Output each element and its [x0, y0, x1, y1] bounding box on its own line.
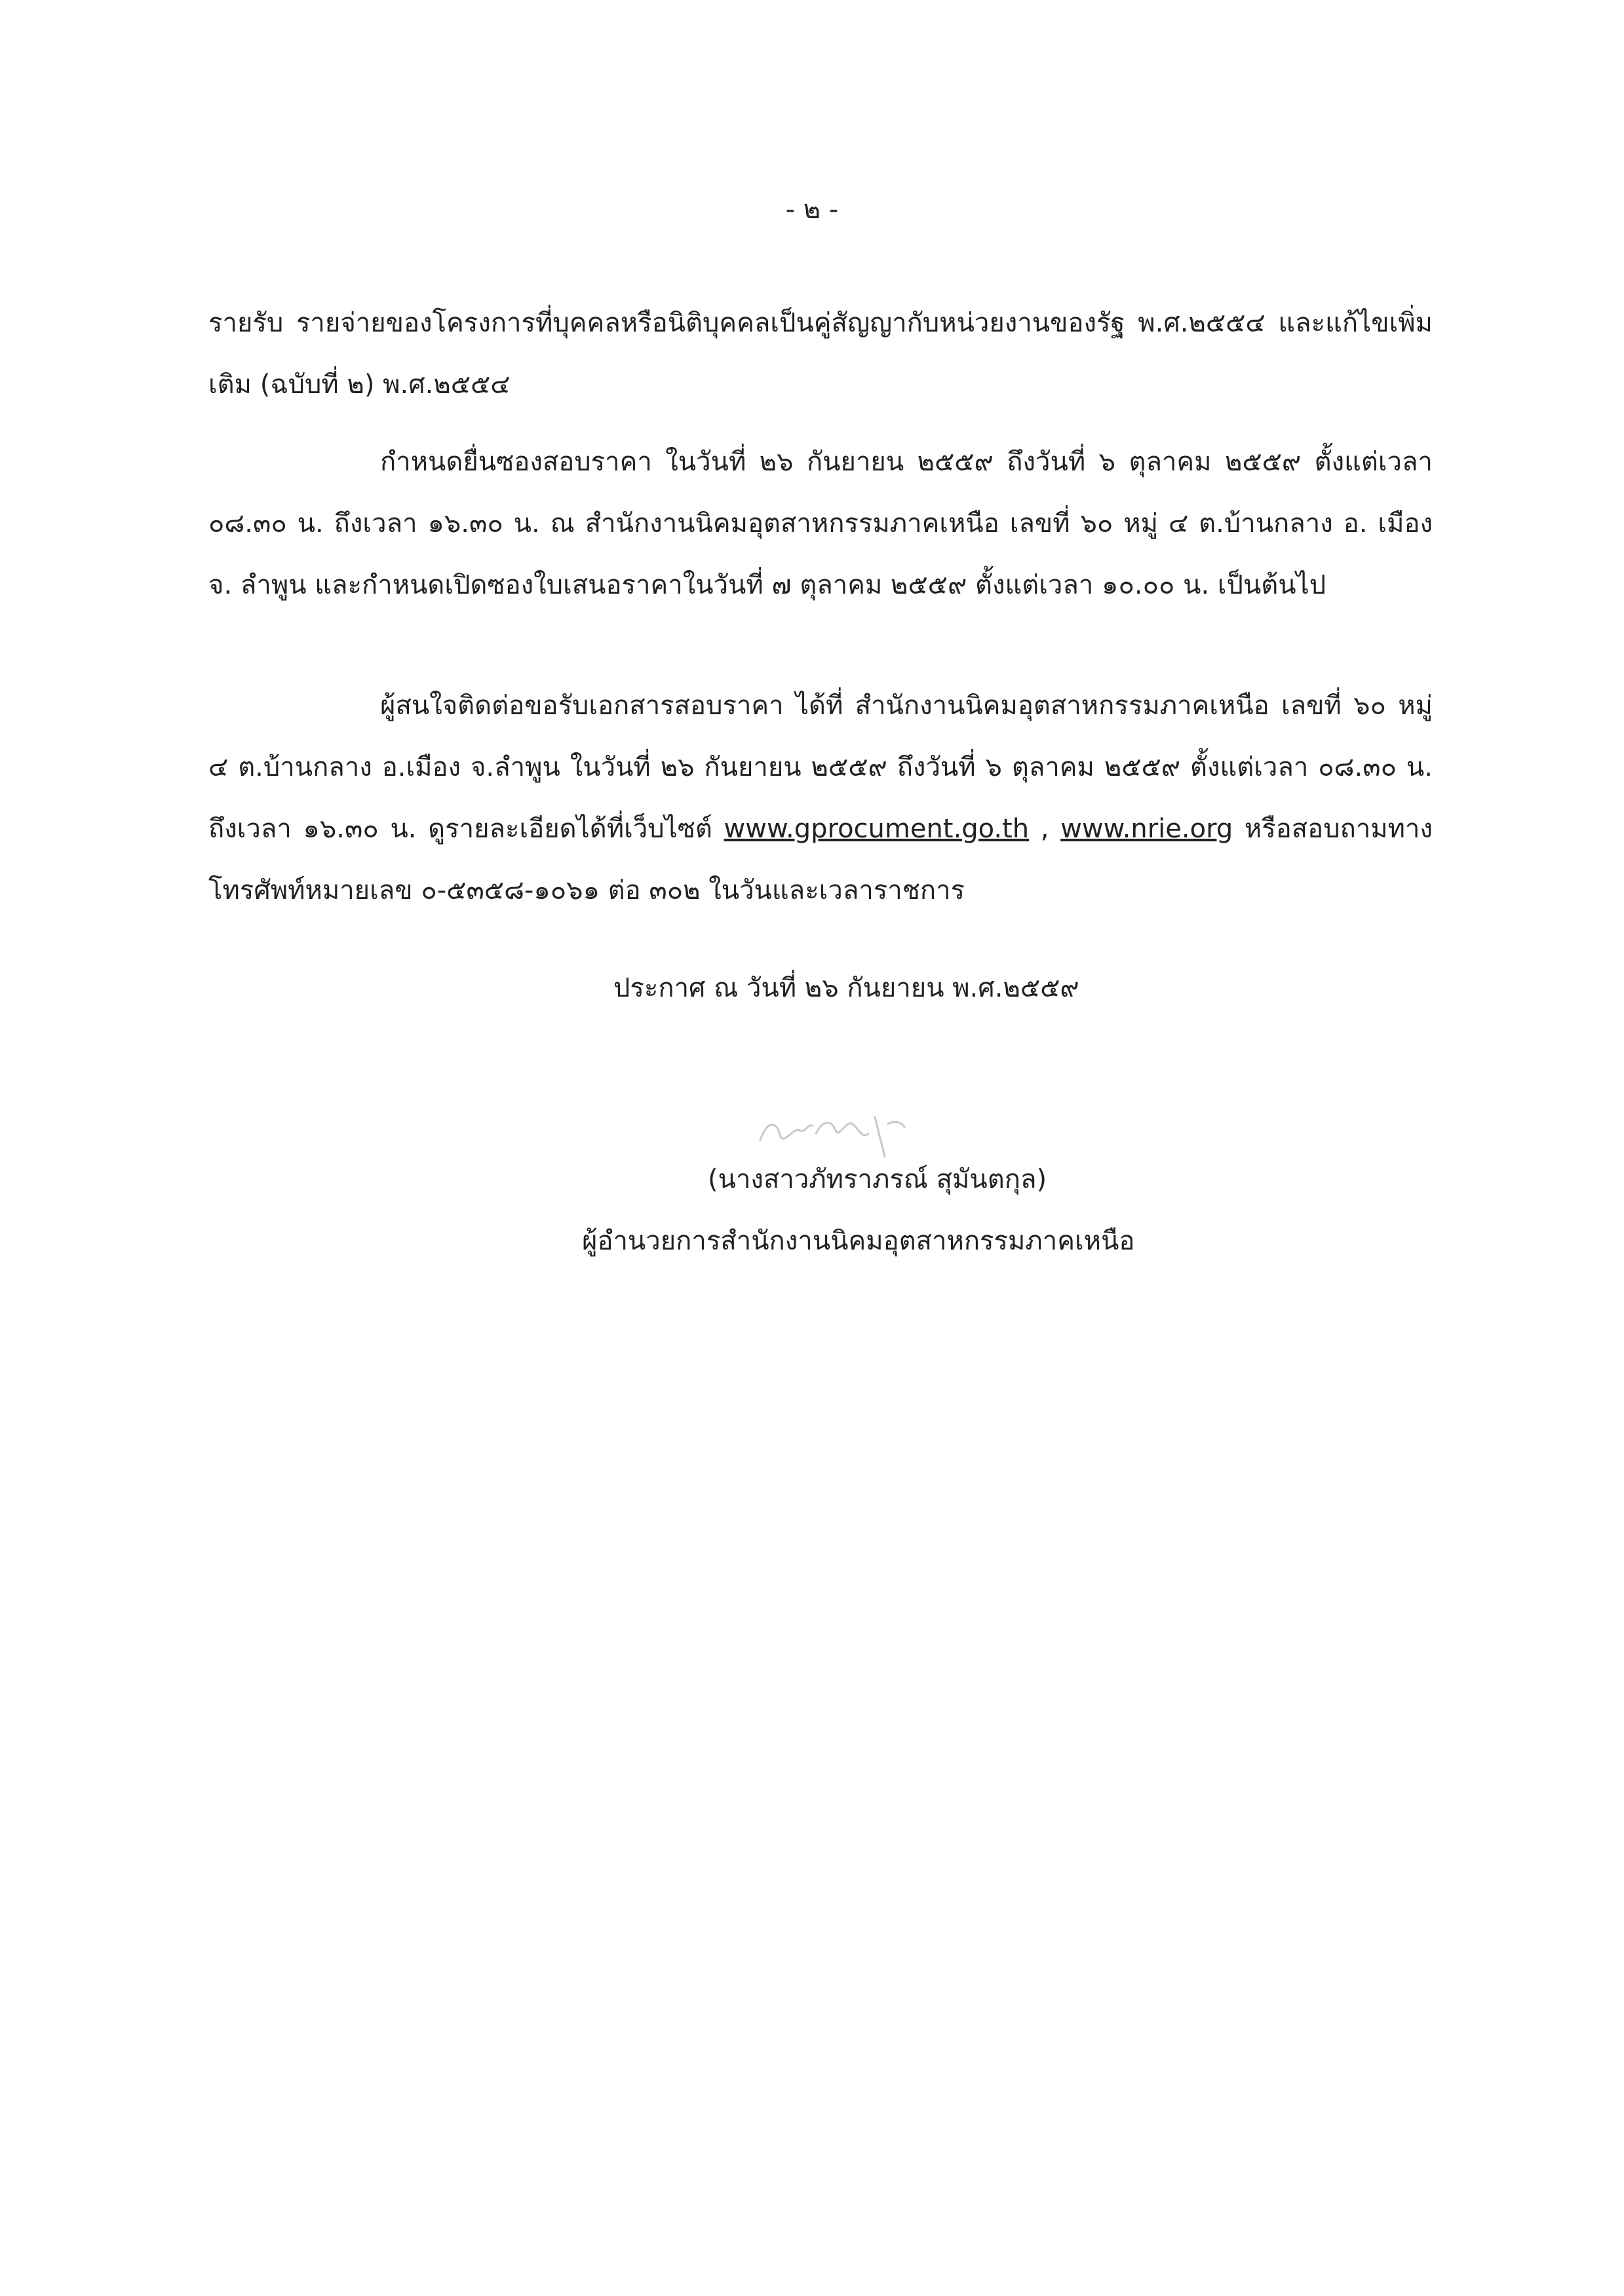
- signer-name: (นางสาวภัทราภรณ์ สุมันตกุล): [708, 1164, 1047, 1195]
- link-separator: ,: [1040, 814, 1049, 844]
- paragraph-3-text-before: ผู้สนใจติดต่อขอรับเอกสารสอบราคา ได้ที่ สำนักงานนิคมอุตสาหกรรมภาคเหนือ เลขที่ ๖๐ หมู่ ๔ ต.บ้านกลาง อ.เมือง จ.ลำพูน ในวันที่ ๒๖ กันยายน ๒๕๕๙ ถึงวันที่ ๖ ตุลาคม ๒๕๕๙ ตั้งแต่เวลา ๐๘.๓๐ น. ถึงเวลา ๑๖.๓๐ น. ดูรายละเอียดได้ที่เว็บไซต์: [208, 691, 1433, 844]
- gprocurement-link[interactable]: www.gprocument.go.th: [724, 814, 1030, 844]
- nrie-link[interactable]: www.nrie.org: [1060, 814, 1233, 844]
- signer-title: ผู้อำนวยการสำนักงานนิคมอุตสาหกรรมภาคเหนือ: [582, 1226, 1135, 1256]
- page-number: - ๒ -: [785, 195, 839, 225]
- paragraph-continuation: [208, 292, 1433, 415]
- announcement-date: ประกาศ ณ วันที่ ๒๖ กันยายน พ.ศ.๒๕๕๙: [613, 973, 1079, 1003]
- paragraph-1-text: รายรับ รายจ่ายของโครงการที่บุคคลหรือนิติบุคคลเป็นคู่สัญญากับหน่วยงานของรัฐ พ.ศ.๒๕๕๔ และแก้ไขเพิ่มเติม (ฉบับที่ ๒) พ.ศ.๒๕๕๔: [208, 308, 1433, 400]
- paragraph-bid-submission: [208, 431, 1433, 616]
- paragraph-3-text: [208, 675, 1433, 921]
- paragraph-3-text-after: หรือสอบถามทางโทรศัพท์หมายเลข ๐-๕๓๕๘-๑๐๖๑ ต่อ ๓๐๒ ในวันและเวลาราชการ: [208, 814, 1433, 906]
- paragraph-2-text: กำหนดยื่นซองสอบราคา ในวันที่ ๒๖ กันยายน ๒๕๕๙ ถึงวันที่ ๖ ตุลาคม ๒๕๕๙ ตั้งแต่เวลา ๐๘.๓๐ น. ถึงเวลา ๑๖.๓๐ น. ณ สำนักงานนิคมอุตสาหกรรมภาคเหนือ เลขที่ ๖๐ หมู่ ๔ ต.บ้านกลาง อ. เมือง จ. ลำพูน และกำหนดเปิดซองใบเสนอราคาในวันที่ ๗ ตุลาคม ๒๕๕๙ ตั้งแต่เวลา ๑๐.๐๐ น. เป็นต้นไป: [208, 447, 1433, 600]
- signature-image: [747, 1094, 918, 1166]
- paragraph-contact-info: [208, 675, 1433, 921]
